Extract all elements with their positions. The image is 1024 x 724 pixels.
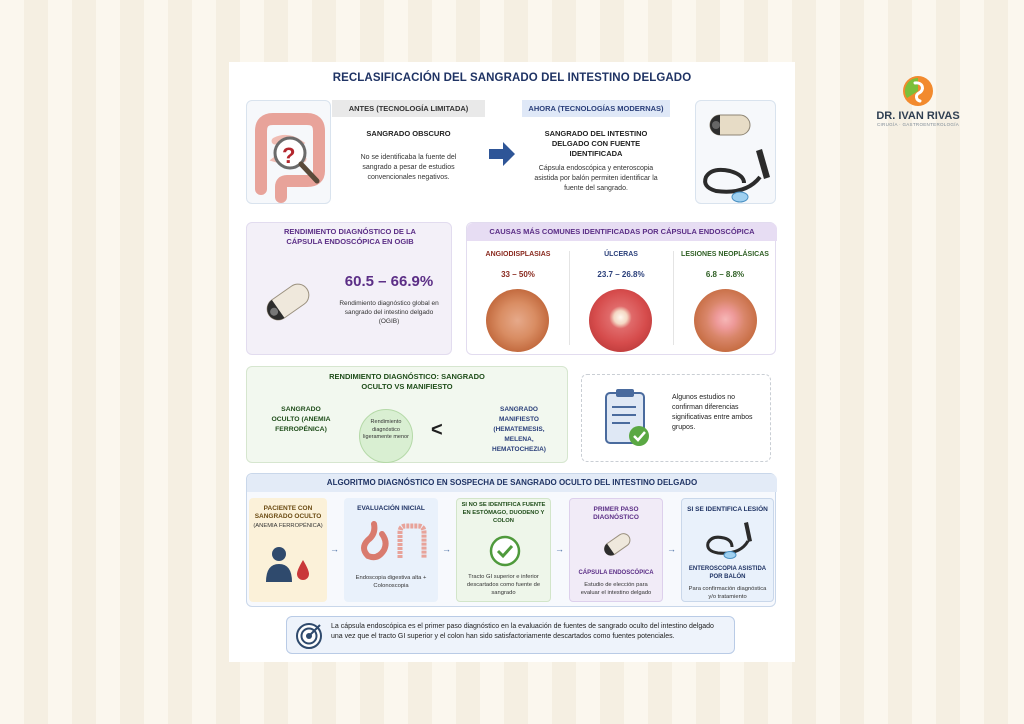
stomach-colon-icon (354, 520, 428, 567)
cause-range-neoplastic: 6.8 – 8.8% (705, 270, 745, 279)
clipboard-check-icon (602, 387, 652, 454)
logo-name: DR. IVAN RIVAS (876, 110, 960, 122)
flow-arrow-icon: → (330, 544, 339, 554)
algorithm-header: ALGORITMO DIAGNÓSTICO EN SOSPECHA DE SANGRADO OCULTO DEL INTESTINO DELGADO (247, 474, 777, 492)
arrow-right-icon (487, 141, 517, 172)
step-subtitle: ENTEROSCOPIA ASISTIDA POR BALÓN (688, 566, 767, 580)
question-mark-icon: ? (282, 143, 296, 168)
causes-header: CAUSAS MÁS COMUNES IDENTIFICADAS POR CÁPSULA ENDOSCÓPICA (467, 223, 777, 241)
step-text: Para confirmación diagnóstica y/o tratamiento (688, 586, 767, 600)
step-title: SI SE IDENTIFICA LESIÓN (687, 506, 768, 513)
angiodysplasia-image (486, 289, 549, 352)
page-title: RECLASIFICACIÓN DEL SANGRADO DEL INTESTINO DELGADO (332, 72, 692, 84)
occult-bleeding-label: SANGRADO OCULTO (ANEMIA FERROPÉNICA) (271, 406, 331, 433)
capsule-endoscope-illustration (695, 100, 776, 204)
brand-logo (868, 74, 968, 134)
comparison-panel (246, 366, 568, 463)
after-text: Cápsula endoscópica y enteroscopia asistida por balón permiten identificar la fuente del sangrado. (534, 165, 658, 192)
cause-label-angiodysplasia: ANGIODISPLASIAS (485, 251, 551, 258)
flow-arrow-icon: → (667, 544, 676, 554)
patient-icon (263, 544, 313, 589)
algorithm-step-enteroscopy (681, 498, 774, 602)
algorithm-step-no-source (456, 498, 551, 602)
cause-label-neoplastic: LESIONES NEOPLÁSICAS (681, 251, 769, 258)
yield-text: Rendimiento diagnóstico global en sangrado del intestino delgado (OGIB) (339, 300, 439, 325)
yield-value: 60.5 – 66.9% (344, 273, 434, 290)
before-text: No se identificaba la fuente del sangrado a pesar de estudios convencionales negativos. (360, 154, 457, 181)
step-text: Endoscopia digestiva alta + Colonoscopia (355, 575, 427, 589)
cause-range-angiodysplasia: 33 – 50% (501, 270, 535, 279)
step-title: PACIENTE CON SANGRADO OCULTO (254, 505, 322, 520)
cause-range-ulcers: 23.7 – 26.8% (597, 270, 645, 279)
flow-arrow-icon: → (555, 544, 564, 554)
neoplastic-lesion-image (694, 289, 757, 352)
step-text: Tracto GI superior e inferior descartados como fuente de sangrado (466, 574, 541, 596)
before-heading: SANGRADO OBSCURO (366, 129, 451, 138)
causes-panel (466, 222, 776, 355)
enteroscope-icon (700, 519, 758, 564)
divider (569, 251, 570, 345)
comparison-bubble-text: Rendimiento diagnóstico ligeramente menor (363, 419, 409, 440)
step-subtitle: CÁPSULA ENDOSCÓPICA (578, 570, 654, 576)
divider (673, 251, 674, 345)
step-title: SI NO SE IDENTIFICA FUENTE EN ESTÓMAGO, DUODENO Y COLON (461, 502, 546, 524)
yield-header: RENDIMIENTO DIAGNÓSTICO DE LA CÁPSULA ENDOSCÓPICA EN OGIB (284, 227, 416, 246)
capsule-icon (600, 527, 634, 566)
target-icon (295, 622, 323, 655)
algorithm-step-capsule (569, 498, 663, 602)
logo-subtitle: CIRUGÍA · GASTROENTEROLOGÍA (876, 122, 960, 127)
before-header: ANTES (TECNOLOGÍA LIMITADA) (332, 100, 485, 117)
flow-arrow-icon: → (442, 544, 451, 554)
step-subtitle: (ANEMIA FERROPÉNICA) (253, 523, 323, 529)
step-title: PRIMER PASO DIAGNÓSTICO (593, 506, 639, 521)
overt-bleeding-label: SANGRADO MANIFIESTO (HEMATEMESIS, MELENA, HEMATOCHEZIA) (492, 406, 546, 453)
ulcer-image (589, 289, 652, 352)
algorithm-panel (246, 473, 776, 607)
check-circle-icon (489, 535, 521, 572)
capsule-icon (257, 271, 319, 338)
after-heading: SANGRADO DEL INTESTINO DELGADO CON FUENTE IDENTIFICADA (544, 129, 648, 158)
infographic-sheet (229, 62, 795, 662)
less-than-symbol: < (431, 419, 443, 441)
conclusion-text: La cápsula endoscópica es el primer paso diagnóstico en la evaluación de fuentes de sangrado oculto del intestino delgado una vez que el tracto GI superior y el colon han sido satisfactoriamente descartados como fuentes potenciales. (331, 623, 714, 640)
algorithm-step-patient (249, 498, 327, 602)
step-text: Estudio de elección para evaluar el intestino delgado (580, 582, 652, 596)
logo-icon (901, 74, 935, 108)
after-header: AHORA (TECNOLOGÍAS MODERNAS) (522, 100, 670, 117)
conclusion-banner (286, 616, 735, 654)
comparison-header: RENDIMIENTO DIAGNÓSTICO: SANGRADO OCULTO VS MANIFIESTO (329, 372, 485, 391)
step-title: EVALUACIÓN INICIAL (357, 505, 425, 512)
cause-label-ulcers: ÚLCERAS (604, 251, 638, 258)
yield-panel (246, 222, 452, 355)
algorithm-step-initial-evaluation (344, 498, 438, 602)
note-text: Algunos estudios no confirman diferencias significativas entre ambos grupos. (672, 394, 753, 431)
note-panel (581, 374, 771, 462)
